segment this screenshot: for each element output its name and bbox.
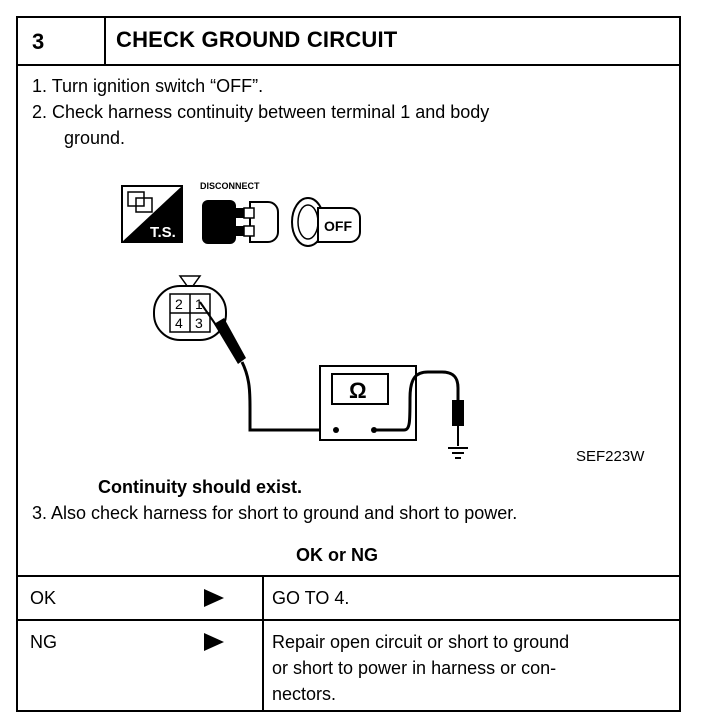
result-row-ng [18, 619, 679, 710]
header [18, 18, 679, 66]
instruction-2: 2. Check harness continuity between terminal 1 and body [32, 102, 490, 122]
harness-connector [154, 276, 226, 340]
step-number: 3 [18, 18, 106, 64]
result-action-ng-line-3: nectors. [272, 684, 337, 704]
arrow-right-icon [204, 633, 224, 651]
instruction-1: 1. Turn ignition switch “OFF”. [32, 76, 264, 96]
disconnect-label: DISCONNECT [200, 181, 260, 191]
ignition-key-off-icon [292, 198, 360, 246]
terminal-4: 4 [175, 315, 183, 331]
result-action-ng-line-1: Repair open circuit or short to ground [272, 632, 570, 652]
ground-symbol [448, 448, 468, 458]
result-row-ok [18, 575, 679, 619]
terminal-2: 2 [175, 296, 183, 312]
disconnect-connector-icon [200, 181, 278, 244]
result-action-ng-line-2: or short to power in harness or con- [272, 658, 557, 678]
result-key-ng: NG [30, 632, 57, 652]
instruction-2-continued: ground. [64, 128, 126, 148]
probe-terminal-1 [200, 302, 336, 430]
result-key-ok: OK [30, 588, 57, 608]
column-divider [262, 621, 264, 710]
terminal-3: 3 [195, 315, 203, 331]
instruction-3: 3. Also check harness for short to ground and short to power. [32, 503, 518, 523]
result-action-ok: GO TO 4. [272, 588, 350, 608]
ts-icon [122, 186, 182, 242]
ts-label: T.S. [150, 224, 176, 241]
continuity-diagram [18, 168, 679, 473]
procedure-frame [16, 16, 681, 712]
ok-or-ng-question: OK or NG [296, 545, 379, 565]
continuity-note: Continuity should exist. [98, 477, 303, 497]
column-divider [262, 577, 264, 619]
terminal-1: 1 [195, 296, 203, 312]
figure-code: SEF223W [576, 448, 645, 465]
step-title: CHECK GROUND CIRCUIT [116, 27, 398, 52]
ohm-symbol: Ω [349, 378, 367, 403]
off-label: OFF [324, 218, 352, 234]
arrow-right-icon [204, 589, 224, 607]
